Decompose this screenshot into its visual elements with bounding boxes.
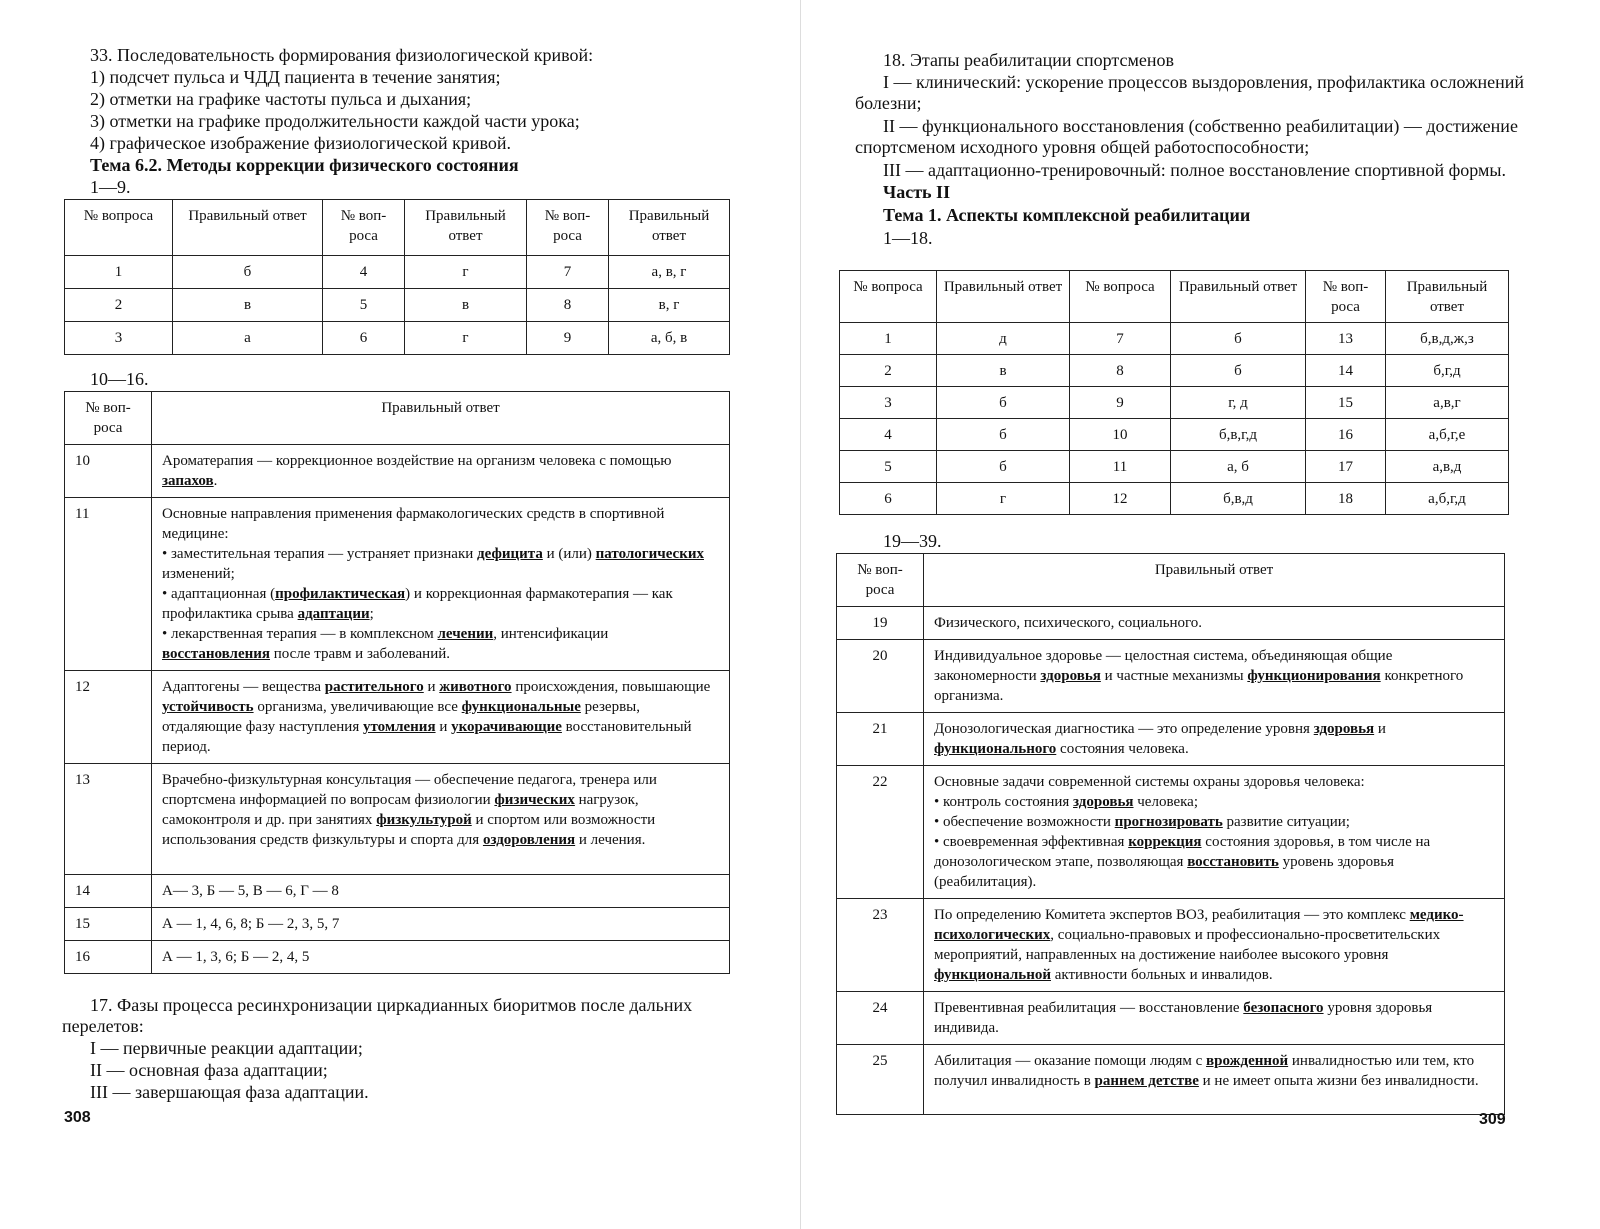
table-row <box>65 908 730 941</box>
table-row <box>65 322 730 355</box>
keyword: утомления <box>362 719 436 735</box>
answer-fragment: и <box>1374 721 1386 737</box>
cell: в <box>405 289 527 322</box>
answer-fragment: уровня здоровья индивида. <box>934 1000 1433 1036</box>
answer-text <box>152 764 730 875</box>
answer-fragment: Донозологическая диагностика — это определение уровня <box>934 721 1314 737</box>
keyword: физических <box>494 792 575 808</box>
cell: а,в,г <box>1386 387 1509 419</box>
cell: 9 <box>527 322 609 355</box>
answer-fragment: и <box>435 719 452 735</box>
answers-table-19-39 <box>836 553 1505 1115</box>
answer-fragment: • лекарственная терапия — в комплексном <box>162 626 438 642</box>
table-row <box>840 451 1509 483</box>
question-18 <box>855 49 1545 249</box>
keyword: функционирования <box>1247 668 1381 684</box>
keyword: здоровья <box>1040 668 1101 684</box>
cell: а,б,г,е <box>1386 419 1509 451</box>
header-question-number: № вопроса <box>1070 271 1171 323</box>
keyword: патологических <box>595 546 704 562</box>
keyword: растительного <box>324 679 424 695</box>
header-question-number: № воп-роса <box>1306 271 1386 323</box>
table-row <box>837 992 1505 1045</box>
cell: г <box>405 256 527 289</box>
answer-fragment: восстановительный период. <box>162 719 692 755</box>
header-correct-answer: Правильный ответ <box>173 200 323 256</box>
answer-text <box>152 671 730 764</box>
question-number: 16 <box>65 941 152 974</box>
answer-fragment: состояния здоровья, в том числе на донозологическом этапе, позволяющая <box>934 834 1431 870</box>
cell: 13 <box>1306 323 1386 355</box>
cell: 6 <box>840 483 937 515</box>
book-spine <box>800 0 801 1229</box>
table-row <box>840 355 1509 387</box>
keyword: медико-психологических <box>934 907 1464 943</box>
question-number: 10 <box>65 445 152 498</box>
q33-item: 2) отметки на графике частоты пульса и дыхания; <box>90 89 472 109</box>
table-row <box>837 607 1505 640</box>
range-label: 10—16. <box>90 369 149 389</box>
range-label: 1—18. <box>883 228 933 248</box>
keyword: прогнозировать <box>1114 814 1223 830</box>
answer-fragment: активности больных и инвалидов. <box>1050 967 1273 983</box>
table-row <box>65 671 730 764</box>
question-number: 24 <box>837 992 924 1045</box>
q17-item: I — первичные реакции адаптации; <box>90 1038 363 1058</box>
table-row <box>65 764 730 875</box>
cell: 10 <box>1070 419 1171 451</box>
table-row <box>837 766 1505 899</box>
cell: 14 <box>1306 355 1386 387</box>
header-correct-answer: Правильный ответ <box>609 200 730 256</box>
cell: 17 <box>1306 451 1386 483</box>
page-number: 308 <box>64 1109 91 1126</box>
table-row <box>840 387 1509 419</box>
answer-fragment: , социально-правовых и профессионально-просветительских мероприятий, направленных на достижение наиболее высокого уровня <box>934 927 1441 963</box>
cell: в <box>173 289 323 322</box>
bullet-item <box>934 812 1494 832</box>
answer-fragment: состояния человека. <box>1056 741 1189 757</box>
question-number: 14 <box>65 875 152 908</box>
cell: б <box>1171 323 1306 355</box>
answer-fragment: По определению Комитета экспертов ВОЗ, реабилитация — это комплекс <box>934 907 1410 923</box>
answer-fragment: • своевременная эффективная <box>934 834 1129 850</box>
q17-item: II — основная фаза адаптации; <box>90 1060 328 1080</box>
answer-text: А — 1, 4, 6, 8; Б — 2, 3, 5, 7 <box>152 908 730 941</box>
header-question-number: № воп-роса <box>527 200 609 256</box>
cell: г <box>405 322 527 355</box>
cell: г, д <box>1171 387 1306 419</box>
cell: в, г <box>609 289 730 322</box>
answer-fragment: человека; <box>1133 794 1198 810</box>
cell: 5 <box>323 289 405 322</box>
answer-fragment: • контроль состояния <box>934 794 1074 810</box>
answer-text: Физического, психического, социального. <box>924 607 1505 640</box>
answer-text <box>152 498 730 671</box>
cell: 1 <box>65 256 173 289</box>
answer-fragment: • обеспечение возможности <box>934 814 1115 830</box>
cell: 15 <box>1306 387 1386 419</box>
cell: 3 <box>65 322 173 355</box>
keyword: функциональной <box>934 967 1051 983</box>
answer-fragment: уровень здоровья (реабилитация). <box>934 854 1395 890</box>
question-number: 12 <box>65 671 152 764</box>
header-question-number: № вопроса <box>840 271 937 323</box>
cell: 4 <box>840 419 937 451</box>
keyword: оздоровления <box>482 832 576 848</box>
answer-fragment: ; <box>369 606 374 622</box>
part-heading: Часть II <box>883 182 951 202</box>
answer-fragment: Индивидуальное здоровье — целостная система, объединяющая общие закономерности <box>934 648 1393 684</box>
cell: 1 <box>840 323 937 355</box>
topic-heading: Тема 1. Аспекты комплексной реабилитации <box>883 205 1251 225</box>
answer-fragment: изменений; <box>162 566 235 582</box>
table-row <box>65 289 730 322</box>
answer-fragment: Основные направления применения фармакологических средств в спортивной медицине: <box>162 506 665 542</box>
question-number: 25 <box>837 1045 924 1115</box>
answer-fragment: • заместительная терапия — устраняет признаки <box>162 546 478 562</box>
answer-text <box>924 1045 1505 1115</box>
answers-table-10-16 <box>64 391 730 974</box>
question-number: 13 <box>65 764 152 875</box>
cell: а,в,д <box>1386 451 1509 483</box>
answer-fragment: инвалидностью или тем, кто получил инвалидность в <box>934 1053 1475 1089</box>
q18-item: II — функционального восстановления (собственно реабилитации) — достижение спортсменом исходного уровня общей работоспособности; <box>855 116 1518 157</box>
question-number: 21 <box>837 713 924 766</box>
keyword: здоровья <box>1313 721 1375 737</box>
cell: а, б, в <box>609 322 730 355</box>
answer-fragment: Превентивная реабилитация — восстановление <box>934 1000 1244 1016</box>
header-question-number: № воп-роса <box>323 200 405 256</box>
answer-fragment: конкретного организма. <box>934 668 1464 704</box>
table-row <box>840 483 1509 515</box>
table-row <box>65 941 730 974</box>
bullet-item <box>162 584 719 624</box>
cell: 12 <box>1070 483 1171 515</box>
cell: 16 <box>1306 419 1386 451</box>
cell: 2 <box>65 289 173 322</box>
q18-title: 18. Этапы реабилитации спортсменов <box>883 50 1174 70</box>
keyword: здоровья <box>1073 794 1134 810</box>
answer-fragment: и не имеет опыта жизни без инвалидности. <box>1198 1073 1479 1089</box>
cell: а, б <box>1171 451 1306 483</box>
answer-fragment: Врачебно-физкультурная консультация — обеспечение педагога, тренера или спортсмена информацией по вопросам физиологии <box>162 772 657 808</box>
q18-item: I — клинический: ускорение процессов выздоровления, профилактика осложнений болезни; <box>855 72 1524 113</box>
table-row <box>65 445 730 498</box>
question-number: 20 <box>837 640 924 713</box>
answer-fragment: и <box>423 679 440 695</box>
cell: 18 <box>1306 483 1386 515</box>
cell: 7 <box>527 256 609 289</box>
question-number: 15 <box>65 908 152 941</box>
keyword: безопасного <box>1243 1000 1324 1016</box>
keyword: восстановления <box>162 646 271 662</box>
keyword: лечении <box>437 626 494 642</box>
cell: б <box>1171 355 1306 387</box>
answer-fragment: • адаптационная ( <box>162 586 276 602</box>
cell: г <box>937 483 1070 515</box>
question-number: 19 <box>837 607 924 640</box>
answer-text <box>924 992 1505 1045</box>
cell: а, в, г <box>609 256 730 289</box>
keyword: укорачивающие <box>451 719 562 735</box>
answer-text: А — 1, 3, 6; Б — 2, 4, 5 <box>152 941 730 974</box>
q17-item: III — завершающая фаза адаптации. <box>90 1082 369 1102</box>
keyword: функционального <box>934 741 1057 757</box>
q33-item: 1) подсчет пульса и ЧДД пациента в течение занятия; <box>90 67 501 87</box>
keyword: восстановить <box>1187 854 1279 870</box>
answer-fragment: и спортом или возможности использования средств физкультуры и спорта для <box>162 812 656 848</box>
keyword: коррекция <box>1128 834 1202 850</box>
cell: в <box>937 355 1070 387</box>
range-label: 19—39. <box>883 531 942 551</box>
answers-table-1-9 <box>64 199 730 355</box>
cell: д <box>937 323 1070 355</box>
answer-fragment: развитие ситуации; <box>1222 814 1350 830</box>
cell: б <box>937 419 1070 451</box>
keyword: запахов <box>162 473 214 489</box>
keyword: физкультурой <box>376 812 472 828</box>
answer-fragment: резервы, отдаляющие фазу наступления <box>162 699 640 735</box>
question-17 <box>62 995 752 1103</box>
answer-text <box>924 899 1505 992</box>
cell: 4 <box>323 256 405 289</box>
cell: 11 <box>1070 451 1171 483</box>
table-row <box>837 899 1505 992</box>
bullet-item <box>934 792 1494 812</box>
answer-fragment: . <box>213 473 218 489</box>
question-number: 11 <box>65 498 152 671</box>
keyword: животного <box>439 679 512 695</box>
keyword: профилактическая <box>275 586 406 602</box>
header-question-number: № воп-роса <box>65 392 152 445</box>
cell: б <box>937 451 1070 483</box>
header-correct-answer: Правильный ответ <box>1171 271 1306 323</box>
cell: 6 <box>323 322 405 355</box>
q18-item: III — адаптационно-тренировочный: полное восстановление спортивной формы. <box>883 160 1507 180</box>
cell: б <box>173 256 323 289</box>
table-row <box>65 256 730 289</box>
answer-fragment: нагрузок, самоконтроля и др. при занятиях <box>162 792 639 828</box>
answer-text <box>152 445 730 498</box>
answer-fragment: организма, увеличивающие все <box>253 699 462 715</box>
header-correct-answer: Правильный ответ <box>405 200 527 256</box>
table-row <box>65 875 730 908</box>
answer-fragment: и частные механизмы <box>1100 668 1248 684</box>
bullet-item <box>162 544 719 584</box>
table-row <box>837 713 1505 766</box>
table-row <box>65 498 730 671</box>
topic-heading: Тема 6.2. Методы коррекции физического состояния <box>90 155 519 175</box>
answers-table-1-18 <box>839 270 1509 515</box>
header-correct-answer: Правильный ответ <box>1386 271 1509 323</box>
answer-fragment: происхождения, повышающие <box>511 679 711 695</box>
cell: а <box>173 322 323 355</box>
answer-fragment: после травм и заболеваний. <box>270 646 450 662</box>
answer-fragment: и (или) <box>542 546 596 562</box>
header-question-number: № вопроса <box>65 200 173 256</box>
table-row <box>837 640 1505 713</box>
question-number: 22 <box>837 766 924 899</box>
cell: б,г,д <box>1386 355 1509 387</box>
answer-text <box>924 713 1505 766</box>
answer-fragment: ) и коррекционная фармакотерапия — как профилактика срыва <box>162 586 673 622</box>
header-correct-answer: Правильный ответ <box>937 271 1070 323</box>
header-question-number: № воп-роса <box>837 554 924 607</box>
bullet-item <box>162 624 719 664</box>
keyword: раннем детстве <box>1094 1073 1199 1089</box>
cell: 2 <box>840 355 937 387</box>
cell: 9 <box>1070 387 1171 419</box>
q33-item: 3) отметки на графике продолжительности каждой части урока; <box>90 111 580 131</box>
keyword: функциональные <box>461 699 581 715</box>
bullet-item <box>934 832 1494 892</box>
cell: 7 <box>1070 323 1171 355</box>
answer-fragment: Адаптогены — вещества <box>162 679 325 695</box>
cell: 5 <box>840 451 937 483</box>
answer-fragment: , интенсификации <box>493 626 609 642</box>
keyword: адаптации <box>297 606 370 622</box>
header-correct-answer: Правильный ответ <box>152 392 730 445</box>
cell: б,в,д,ж,з <box>1386 323 1509 355</box>
page-number: 309 <box>1479 1111 1506 1128</box>
cell: 8 <box>1070 355 1171 387</box>
cell: 8 <box>527 289 609 322</box>
question-33 <box>90 44 760 198</box>
range-label: 1—9. <box>90 177 131 197</box>
answer-fragment: Абилитация — оказание помощи людям с <box>934 1053 1207 1069</box>
cell: б,в,д <box>1171 483 1306 515</box>
answer-fragment: Ароматерапия — коррекционное воздействие на организм человека с помощью <box>162 453 672 469</box>
cell: 3 <box>840 387 937 419</box>
answer-text: А— 3, Б — 5, В — 6, Г — 8 <box>152 875 730 908</box>
cell: б <box>937 387 1070 419</box>
answer-fragment: и лечения. <box>575 832 646 848</box>
answer-fragment: Основные задачи современной системы охраны здоровья человека: <box>934 774 1365 790</box>
keyword: дефицита <box>477 546 543 562</box>
answer-text <box>924 766 1505 899</box>
cell: б,в,г,д <box>1171 419 1306 451</box>
keyword: устойчивость <box>162 699 254 715</box>
table-row <box>840 323 1509 355</box>
q33-title: 33. Последовательность формирования физиологической кривой: <box>90 45 594 65</box>
q17-title: 17. Фазы процесса ресинхронизации циркадианных биоритмов после дальних перелетов: <box>62 995 693 1036</box>
answer-text <box>924 640 1505 713</box>
question-number: 23 <box>837 899 924 992</box>
header-correct-answer: Правильный ответ <box>924 554 1505 607</box>
table-row <box>840 419 1509 451</box>
keyword: врожденной <box>1206 1053 1289 1069</box>
q33-item: 4) графическое изображение физиологической кривой. <box>90 133 512 153</box>
cell: а,б,г,д <box>1386 483 1509 515</box>
table-row <box>837 1045 1505 1115</box>
